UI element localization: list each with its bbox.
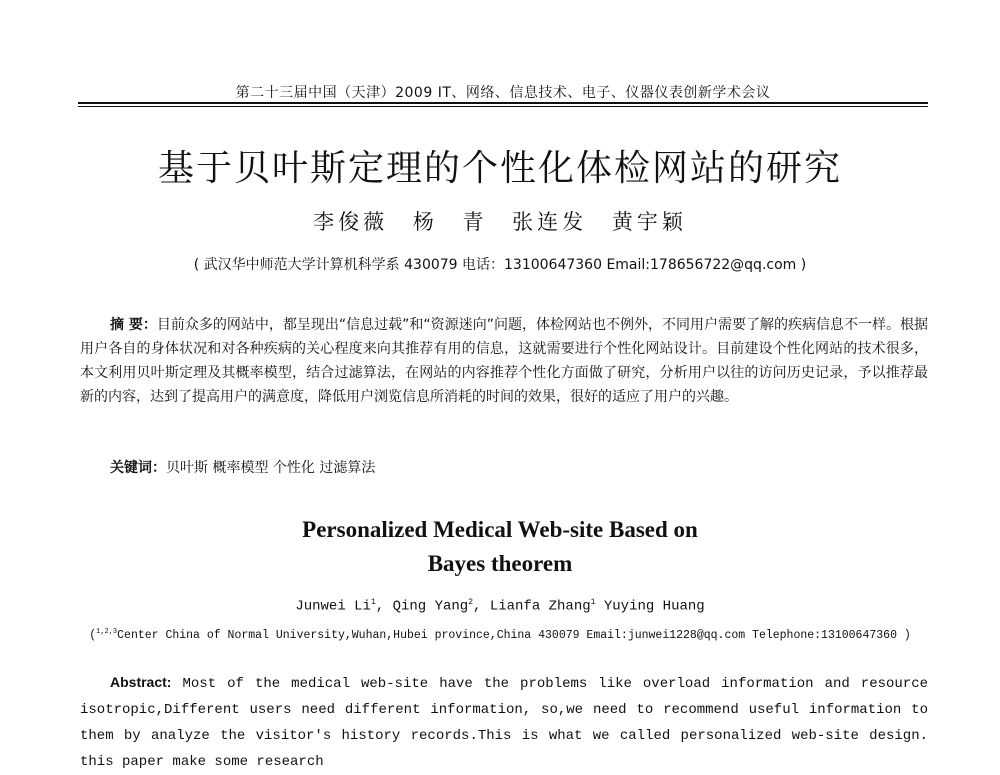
authors-en: Junwei Li$^1$, Qing Yang$^2$, Lianfa Zhang$^1$ Yuying Huang [295,598,705,615]
abstract-zh-text: 目前众多的网站中，都呈现出“信息过载”和“资源迷向”问题，体检网站也不例外，不同用户需要了解的疾病信息不一样。根据用户各自的身体状况和对各种疾病的关心程度来向其推荐有用的信息，这就需要进行个性化网站设计。目前建设个性化网站的技术很多，本文利用贝叶斯定理及其概率模型，结合过滤算法，在网站的内容推荐个性化方面做了研究，分析用户以往的访问历史记录，予以推荐最新的内容，达到了提高用户的满意度，降低用户浏览信息所消耗的时间的效果，很好的适应了用户的兴趣。 [80,317,929,405]
abstract-zh [80,313,928,409]
abstract-en-label: Abstract: [110,674,172,690]
header-rule-thin [78,106,928,107]
affiliation-en-text: Center China of Normal University,Wuhan,Hubei province,China 430079 Email:junwei1228@qq.com Telephone:13100647360 ) [117,628,911,642]
affiliation-en-sup: 1,2,3 [96,628,118,636]
paper-title-en-line1: Personalized Medical Web-site Based on [302,517,698,542]
author-en: Junwei Li [295,598,371,615]
author-en: Yuying Huang [603,598,705,615]
author-en-sup: 1 [590,598,596,607]
affiliation-en: ($^{1,2,3}$Center China of Normal University,Wuhan,Hubei province,China 430079 Email:junwei1228@qq.com Telephone:13100647360 ) [89,628,911,642]
affiliation-zh: ( 武汉华中师范大学计算机科学系 430079 电话：13100647360 Email:178656722@qq.com ) [193,257,807,273]
keywords-zh [110,457,910,477]
keywords-zh-text: 贝叶斯 概率模型 个性化 过滤算法 [166,460,376,476]
authors-zh: 李俊薇 杨 青 张连发 黄宇颖 [313,210,687,234]
author-en: Qing Yang [392,598,469,615]
abstract-zh-label: 摘 要： [110,317,157,333]
abstract-en-text: Most of the medical web-site have the problems like overload information and resource isotropic,Different users need different information, so,we need to recommend useful information to them by analyze the visitor's history records.This is what we called personalized web-site design. this paper make some research [80,676,929,770]
author-en-sup: 1 [370,598,376,607]
running-header: 第二十三届中国（天津）2009 IT、网络、信息技术、电子、仪器仪表创新学术会议 [235,85,771,101]
paper-title-en-line2: Bayes theorem [427,551,573,576]
header-rule [78,102,928,104]
abstract-en [80,669,928,775]
author-en: Lianfa Zhang [489,598,591,615]
paper-title-en [0,513,1000,581]
keywords-zh-label: 关键词： [110,460,166,476]
paper-title-zh: 基于贝叶斯定理的个性化体检网站的研究 [157,148,842,189]
author-en-sup: 2 [468,598,473,607]
